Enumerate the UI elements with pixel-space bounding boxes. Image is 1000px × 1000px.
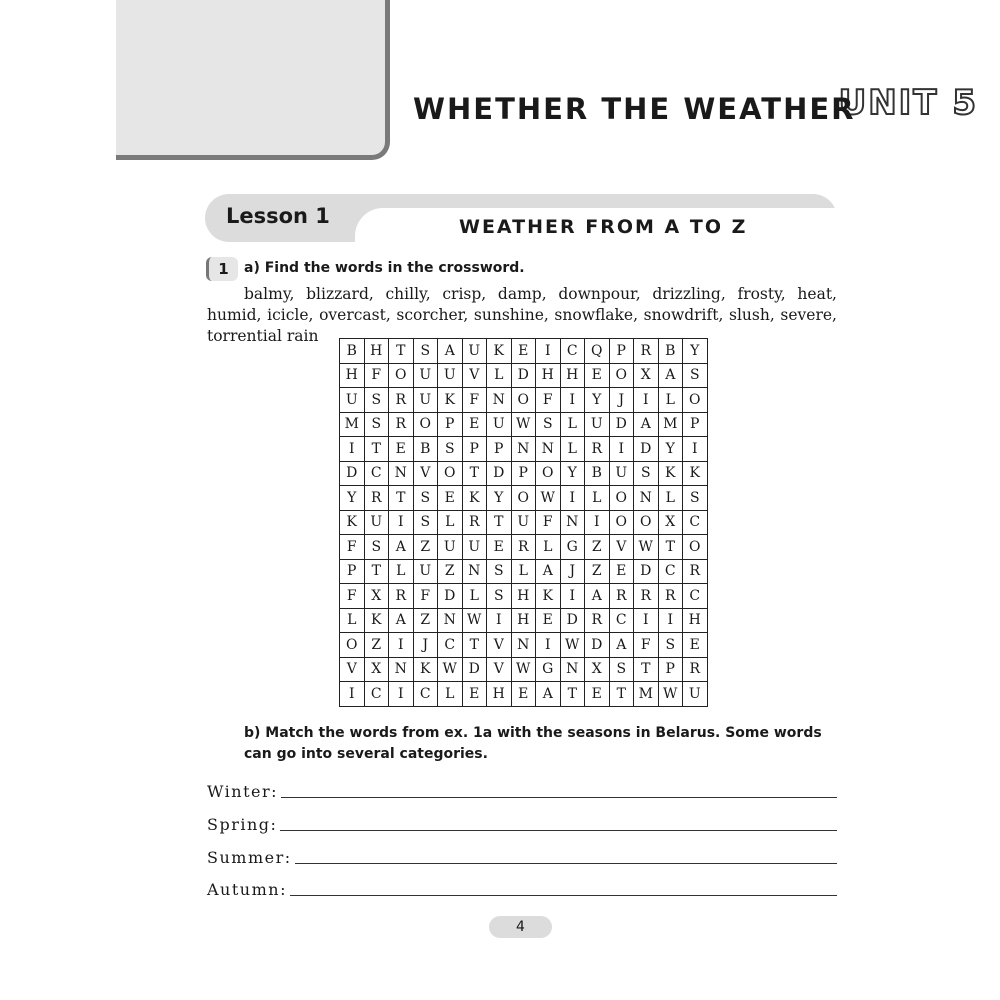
grid-cell[interactable]: K bbox=[364, 608, 389, 633]
grid-cell[interactable]: E bbox=[585, 363, 610, 388]
grid-cell[interactable]: R bbox=[683, 657, 708, 682]
grid-cell[interactable]: Z bbox=[438, 559, 463, 584]
grid-cell[interactable]: X bbox=[364, 657, 389, 682]
grid-cell[interactable]: F bbox=[340, 584, 365, 609]
grid-cell[interactable]: K bbox=[462, 486, 487, 511]
grid-cell[interactable]: A bbox=[609, 633, 634, 658]
answer-line-winter[interactable] bbox=[281, 796, 837, 798]
grid-cell[interactable]: S bbox=[634, 461, 659, 486]
grid-cell[interactable]: D bbox=[511, 363, 536, 388]
grid-row bbox=[340, 633, 708, 658]
grid-cell[interactable]: N bbox=[560, 510, 585, 535]
grid-cell[interactable]: Z bbox=[413, 535, 438, 560]
grid-cell[interactable]: H bbox=[340, 363, 365, 388]
grid-cell[interactable]: R bbox=[683, 559, 708, 584]
grid-cell[interactable]: U bbox=[585, 412, 610, 437]
grid-cell[interactable]: I bbox=[609, 437, 634, 462]
grid-cell[interactable]: T bbox=[364, 437, 389, 462]
grid-cell[interactable]: W bbox=[536, 486, 561, 511]
grid-cell[interactable]: S bbox=[487, 584, 512, 609]
grid-cell[interactable]: S bbox=[413, 486, 438, 511]
page-number: 4 bbox=[489, 916, 552, 938]
grid-cell[interactable]: U bbox=[438, 535, 463, 560]
grid-cell[interactable]: P bbox=[438, 412, 463, 437]
grid-cell[interactable]: T bbox=[462, 461, 487, 486]
season-row-autumn bbox=[207, 876, 837, 900]
grid-cell[interactable]: U bbox=[609, 461, 634, 486]
grid-cell[interactable]: B bbox=[413, 437, 438, 462]
grid-cell[interactable]: X bbox=[364, 584, 389, 609]
grid-cell[interactable]: W bbox=[634, 535, 659, 560]
grid-row bbox=[340, 437, 708, 462]
grid-cell[interactable]: D bbox=[340, 461, 365, 486]
grid-cell[interactable]: I bbox=[560, 486, 585, 511]
grid-cell[interactable]: P bbox=[658, 657, 683, 682]
grid-cell[interactable]: Y bbox=[487, 486, 512, 511]
grid-cell[interactable]: O bbox=[683, 388, 708, 413]
grid-cell[interactable]: L bbox=[536, 535, 561, 560]
grid-cell[interactable]: K bbox=[683, 461, 708, 486]
grid-cell[interactable]: N bbox=[389, 461, 414, 486]
exercise-task-b: b) Match the words from ex. 1a with the seasons in Belarus. Some words can go into several categories. bbox=[244, 725, 822, 762]
grid-cell[interactable]: S bbox=[487, 559, 512, 584]
grid-cell[interactable]: O bbox=[340, 633, 365, 658]
grid-cell[interactable]: M bbox=[634, 682, 659, 707]
grid-cell[interactable]: P bbox=[462, 437, 487, 462]
grid-cell[interactable]: J bbox=[413, 633, 438, 658]
grid-cell[interactable]: Z bbox=[413, 608, 438, 633]
grid-cell[interactable]: O bbox=[634, 510, 659, 535]
grid-cell[interactable]: F bbox=[536, 388, 561, 413]
grid-cell[interactable]: C bbox=[364, 682, 389, 707]
grid-cell[interactable]: P bbox=[609, 339, 634, 364]
grid-cell[interactable]: N bbox=[511, 437, 536, 462]
grid-cell[interactable]: I bbox=[389, 682, 414, 707]
grid-row bbox=[340, 339, 708, 364]
grid-cell[interactable]: G bbox=[560, 535, 585, 560]
grid-cell[interactable]: M bbox=[340, 412, 365, 437]
unit-label: UNIT 5 bbox=[838, 83, 978, 123]
grid-cell[interactable]: Y bbox=[658, 437, 683, 462]
grid-cell[interactable]: H bbox=[364, 339, 389, 364]
grid-cell[interactable]: O bbox=[389, 363, 414, 388]
unit-title: WHETHER THE WEATHER bbox=[413, 92, 856, 126]
grid-row bbox=[340, 682, 708, 707]
grid-cell[interactable]: O bbox=[683, 535, 708, 560]
grid-cell[interactable]: U bbox=[413, 363, 438, 388]
grid-cell[interactable]: V bbox=[340, 657, 365, 682]
grid-row bbox=[340, 461, 708, 486]
grid-cell[interactable]: V bbox=[487, 657, 512, 682]
grid-cell[interactable]: D bbox=[585, 633, 610, 658]
grid-cell[interactable]: C bbox=[560, 339, 585, 364]
grid-cell[interactable]: U bbox=[462, 339, 487, 364]
grid-cell[interactable]: E bbox=[438, 486, 463, 511]
grid-cell[interactable]: D bbox=[634, 559, 659, 584]
grid-cell[interactable]: H bbox=[683, 608, 708, 633]
grid-cell[interactable]: V bbox=[487, 633, 512, 658]
grid-cell[interactable]: V bbox=[413, 461, 438, 486]
grid-cell[interactable]: W bbox=[560, 633, 585, 658]
grid-cell[interactable]: N bbox=[536, 437, 561, 462]
grid-cell[interactable]: S bbox=[658, 633, 683, 658]
grid-cell[interactable]: O bbox=[536, 461, 561, 486]
season-label-autumn: Autumn: bbox=[207, 880, 287, 899]
grid-cell[interactable]: S bbox=[413, 510, 438, 535]
grid-cell[interactable]: N bbox=[487, 388, 512, 413]
grid-cell[interactable]: P bbox=[511, 461, 536, 486]
grid-cell[interactable]: L bbox=[560, 437, 585, 462]
grid-cell[interactable]: C bbox=[683, 510, 708, 535]
grid-cell[interactable]: U bbox=[340, 388, 365, 413]
grid-cell[interactable]: S bbox=[683, 363, 708, 388]
grid-cell[interactable]: K bbox=[536, 584, 561, 609]
grid-cell[interactable]: L bbox=[487, 363, 512, 388]
grid-row bbox=[340, 584, 708, 609]
grid-cell[interactable]: T bbox=[389, 486, 414, 511]
grid-cell[interactable]: I bbox=[683, 437, 708, 462]
grid-cell[interactable]: D bbox=[462, 657, 487, 682]
grid-cell[interactable]: H bbox=[511, 608, 536, 633]
grid-cell[interactable]: T bbox=[389, 339, 414, 364]
grid-cell[interactable]: C bbox=[609, 608, 634, 633]
grid-cell[interactable]: S bbox=[364, 388, 389, 413]
grid-cell[interactable]: R bbox=[389, 388, 414, 413]
grid-cell[interactable]: O bbox=[609, 363, 634, 388]
grid-cell[interactable]: T bbox=[560, 682, 585, 707]
grid-cell[interactable]: N bbox=[438, 608, 463, 633]
grid-cell[interactable]: I bbox=[560, 388, 585, 413]
grid-cell[interactable]: D bbox=[560, 608, 585, 633]
season-row-winter bbox=[207, 778, 837, 802]
grid-cell[interactable]: I bbox=[634, 608, 659, 633]
grid-cell[interactable]: N bbox=[462, 559, 487, 584]
grid-cell[interactable]: K bbox=[487, 339, 512, 364]
grid-cell[interactable]: R bbox=[634, 584, 659, 609]
word-list: balmy, blizzard, chilly, crisp, damp, downpour, drizzling, frosty, heat, humid, icicle, overcast, scorcher, sunshine, snowflake, snowdrift, slush, severe, torrential rain bbox=[207, 285, 837, 345]
grid-row bbox=[340, 388, 708, 413]
grid-cell[interactable]: F bbox=[364, 363, 389, 388]
grid-cell[interactable]: U bbox=[462, 535, 487, 560]
grid-cell[interactable]: R bbox=[389, 412, 414, 437]
grid-cell[interactable]: A bbox=[438, 339, 463, 364]
grid-cell[interactable]: F bbox=[462, 388, 487, 413]
grid-cell[interactable]: O bbox=[609, 510, 634, 535]
grid-cell[interactable]: N bbox=[634, 486, 659, 511]
exercise-task-a: a) Find the words in the crossword. bbox=[244, 260, 525, 276]
grid-cell[interactable]: R bbox=[658, 584, 683, 609]
grid-cell[interactable]: E bbox=[389, 437, 414, 462]
grid-cell[interactable]: D bbox=[609, 412, 634, 437]
grid-cell[interactable]: O bbox=[609, 486, 634, 511]
grid-cell[interactable]: U bbox=[438, 363, 463, 388]
grid-cell[interactable]: C bbox=[683, 584, 708, 609]
answer-line-spring[interactable] bbox=[280, 829, 837, 831]
grid-cell[interactable]: R bbox=[511, 535, 536, 560]
grid-cell[interactable]: E bbox=[511, 682, 536, 707]
grid-cell[interactable]: D bbox=[438, 584, 463, 609]
grid-cell[interactable]: P bbox=[340, 559, 365, 584]
grid-cell[interactable]: S bbox=[536, 412, 561, 437]
grid-cell[interactable]: G bbox=[536, 657, 561, 682]
grid-cell[interactable]: E bbox=[683, 633, 708, 658]
grid-row bbox=[340, 363, 708, 388]
grid-row bbox=[340, 510, 708, 535]
grid-cell[interactable]: B bbox=[340, 339, 365, 364]
grid-cell[interactable]: P bbox=[487, 437, 512, 462]
grid-cell[interactable]: Y bbox=[585, 388, 610, 413]
grid-cell[interactable]: Z bbox=[585, 535, 610, 560]
grid-cell[interactable]: E bbox=[609, 559, 634, 584]
grid-cell[interactable]: U bbox=[413, 388, 438, 413]
grid-cell[interactable]: H bbox=[487, 682, 512, 707]
grid-cell[interactable]: O bbox=[511, 486, 536, 511]
grid-cell[interactable]: W bbox=[511, 412, 536, 437]
grid-cell[interactable]: O bbox=[511, 388, 536, 413]
grid-cell[interactable]: L bbox=[511, 559, 536, 584]
grid-cell[interactable]: A bbox=[389, 608, 414, 633]
grid-cell[interactable]: T bbox=[462, 633, 487, 658]
exercise-number-badge: 1 bbox=[206, 257, 238, 281]
lesson-label: Lesson 1 bbox=[226, 204, 330, 228]
grid-cell[interactable]: I bbox=[560, 584, 585, 609]
grid-cell[interactable]: I bbox=[658, 608, 683, 633]
answer-line-autumn[interactable] bbox=[290, 894, 837, 896]
season-label-winter: Winter: bbox=[207, 782, 279, 801]
grid-cell[interactable]: B bbox=[658, 339, 683, 364]
grid-cell[interactable]: T bbox=[634, 657, 659, 682]
grid-cell[interactable]: T bbox=[609, 682, 634, 707]
lesson-title: WEATHER FROM A TO Z bbox=[459, 216, 748, 238]
grid-cell[interactable]: I bbox=[340, 437, 365, 462]
grid-cell[interactable]: C bbox=[438, 633, 463, 658]
grid-cell[interactable]: L bbox=[462, 584, 487, 609]
grid-cell[interactable]: I bbox=[585, 510, 610, 535]
grid-cell[interactable]: I bbox=[487, 608, 512, 633]
grid-cell[interactable]: L bbox=[658, 388, 683, 413]
unit-tab bbox=[116, 0, 390, 160]
grid-cell[interactable]: X bbox=[658, 510, 683, 535]
grid-cell[interactable]: A bbox=[658, 363, 683, 388]
grid-cell[interactable]: A bbox=[536, 682, 561, 707]
grid-cell[interactable]: Z bbox=[585, 559, 610, 584]
season-label-spring: Spring: bbox=[207, 815, 278, 834]
grid-cell[interactable]: F bbox=[340, 535, 365, 560]
grid-cell[interactable]: W bbox=[438, 657, 463, 682]
grid-row bbox=[340, 486, 708, 511]
grid-cell[interactable]: N bbox=[560, 657, 585, 682]
grid-cell[interactable]: L bbox=[340, 608, 365, 633]
grid-cell[interactable]: R bbox=[389, 584, 414, 609]
grid-row bbox=[340, 608, 708, 633]
grid-cell[interactable]: F bbox=[634, 633, 659, 658]
grid-cell[interactable]: I bbox=[536, 633, 561, 658]
grid-cell[interactable]: V bbox=[609, 535, 634, 560]
grid-cell[interactable]: F bbox=[413, 584, 438, 609]
grid-cell[interactable]: L bbox=[585, 486, 610, 511]
grid-cell[interactable]: Y bbox=[683, 339, 708, 364]
grid-cell[interactable]: I bbox=[634, 388, 659, 413]
grid-cell[interactable]: O bbox=[438, 461, 463, 486]
grid-cell[interactable]: L bbox=[438, 510, 463, 535]
grid-cell[interactable]: I bbox=[389, 633, 414, 658]
grid-cell[interactable]: B bbox=[585, 461, 610, 486]
grid-cell[interactable]: E bbox=[487, 535, 512, 560]
grid-cell[interactable]: M bbox=[658, 412, 683, 437]
grid-cell[interactable]: K bbox=[340, 510, 365, 535]
grid-cell[interactable]: D bbox=[634, 437, 659, 462]
grid-cell[interactable]: J bbox=[609, 388, 634, 413]
grid-cell[interactable]: K bbox=[438, 388, 463, 413]
grid-cell[interactable]: I bbox=[340, 682, 365, 707]
grid-cell[interactable]: W bbox=[462, 608, 487, 633]
grid-cell[interactable]: S bbox=[364, 535, 389, 560]
grid-cell[interactable]: A bbox=[389, 535, 414, 560]
season-row-spring bbox=[207, 811, 837, 835]
grid-cell[interactable]: F bbox=[536, 510, 561, 535]
grid-cell[interactable]: Z bbox=[364, 633, 389, 658]
grid-cell[interactable]: K bbox=[658, 461, 683, 486]
grid-row bbox=[340, 559, 708, 584]
grid-cell[interactable]: S bbox=[609, 657, 634, 682]
grid-cell[interactable]: R bbox=[585, 437, 610, 462]
grid-row bbox=[340, 412, 708, 437]
grid-row bbox=[340, 657, 708, 682]
grid-cell[interactable]: S bbox=[364, 412, 389, 437]
grid-cell[interactable]: W bbox=[511, 657, 536, 682]
grid-cell[interactable]: L bbox=[658, 486, 683, 511]
grid-cell[interactable]: D bbox=[487, 461, 512, 486]
grid-cell[interactable]: K bbox=[413, 657, 438, 682]
grid-cell[interactable]: H bbox=[511, 584, 536, 609]
grid-cell[interactable]: N bbox=[389, 657, 414, 682]
grid-cell[interactable]: S bbox=[438, 437, 463, 462]
grid-cell[interactable]: U bbox=[511, 510, 536, 535]
grid-cell[interactable]: L bbox=[560, 412, 585, 437]
grid-cell[interactable]: I bbox=[389, 510, 414, 535]
grid-cell[interactable]: U bbox=[683, 682, 708, 707]
grid-cell[interactable]: P bbox=[683, 412, 708, 437]
grid-cell[interactable]: R bbox=[609, 584, 634, 609]
grid-cell[interactable]: S bbox=[683, 486, 708, 511]
grid-cell[interactable]: T bbox=[364, 559, 389, 584]
grid-cell[interactable]: L bbox=[438, 682, 463, 707]
grid-cell[interactable]: U bbox=[364, 510, 389, 535]
grid-cell[interactable]: H bbox=[536, 363, 561, 388]
grid-cell[interactable]: Y bbox=[340, 486, 365, 511]
grid-cell[interactable]: U bbox=[487, 412, 512, 437]
grid-cell[interactable]: Q bbox=[585, 339, 610, 364]
grid-cell[interactable]: Y bbox=[560, 461, 585, 486]
grid-cell[interactable]: T bbox=[487, 510, 512, 535]
season-label-summer: Summer: bbox=[207, 848, 292, 867]
grid-cell[interactable]: I bbox=[536, 339, 561, 364]
grid-cell[interactable]: C bbox=[413, 682, 438, 707]
grid-cell[interactable]: E bbox=[511, 339, 536, 364]
grid-cell[interactable]: N bbox=[511, 633, 536, 658]
grid-cell[interactable]: R bbox=[585, 608, 610, 633]
grid-cell[interactable]: R bbox=[462, 510, 487, 535]
grid-cell[interactable]: H bbox=[560, 363, 585, 388]
grid-cell[interactable]: R bbox=[364, 486, 389, 511]
grid-cell[interactable]: E bbox=[536, 608, 561, 633]
grid-cell[interactable]: O bbox=[413, 412, 438, 437]
grid-cell[interactable]: T bbox=[658, 535, 683, 560]
grid-cell[interactable]: E bbox=[462, 412, 487, 437]
answer-line-summer[interactable] bbox=[295, 862, 837, 864]
grid-cell[interactable]: E bbox=[462, 682, 487, 707]
grid-cell[interactable]: R bbox=[634, 339, 659, 364]
grid-cell[interactable]: L bbox=[389, 559, 414, 584]
grid-cell[interactable]: S bbox=[413, 339, 438, 364]
grid-row bbox=[340, 535, 708, 560]
grid-cell[interactable]: X bbox=[634, 363, 659, 388]
grid-cell[interactable]: C bbox=[658, 559, 683, 584]
season-row-summer bbox=[207, 844, 837, 868]
grid-cell[interactable]: E bbox=[585, 682, 610, 707]
grid-cell[interactable]: A bbox=[536, 559, 561, 584]
word-search-grid bbox=[339, 338, 708, 707]
grid-cell[interactable]: J bbox=[560, 559, 585, 584]
grid-cell[interactable]: V bbox=[462, 363, 487, 388]
grid-cell[interactable]: U bbox=[413, 559, 438, 584]
grid-cell[interactable]: X bbox=[585, 657, 610, 682]
grid-cell[interactable]: A bbox=[634, 412, 659, 437]
grid-cell[interactable]: C bbox=[364, 461, 389, 486]
grid-cell[interactable]: A bbox=[585, 584, 610, 609]
grid-cell[interactable]: W bbox=[658, 682, 683, 707]
